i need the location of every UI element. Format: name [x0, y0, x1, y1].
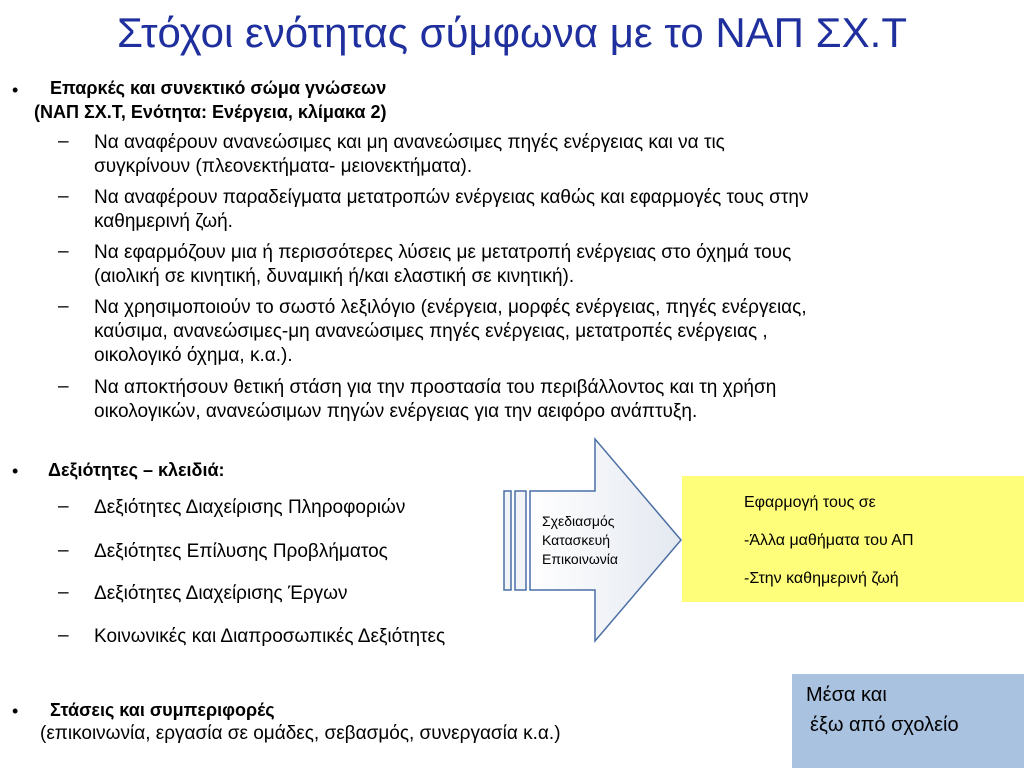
bullet-3: •	[12, 701, 19, 721]
dash-3: –	[58, 241, 69, 262]
skill-item-3: Δεξιότητες Διαχείρισης Έργων	[94, 583, 348, 604]
list-item-3-line1: Να εφαρμόζουν μια ή περισσότερες λύσεις με μετατροπή ενέργειας στο όχημά τους	[94, 242, 792, 263]
skill-item-2: Δεξιότητες Επίλυσης Προβλήματος	[94, 541, 388, 562]
list-item-4-line3: οικολογικό όχημα, κ.α.).	[94, 345, 293, 366]
dash-skill-2: –	[58, 540, 69, 561]
dash-4: –	[58, 296, 69, 317]
location-box	[792, 674, 1024, 768]
list-item-5-line1: Να αποκτήσουν θετική στάση για την προστασία του περιβάλλοντος και τη χρήση	[94, 377, 777, 398]
dash-5: –	[58, 376, 69, 397]
application-box-line3: -Στην καθημερινή ζωή	[744, 570, 899, 587]
list-item-4-line1: Να χρησιμοποιούν το σωστό λεξιλόγιο (ενέργεια, μορφές ενέργειας, πηγές ενέργειας,	[94, 297, 807, 318]
list-item-1-line2: συγκρίνουν (πλεονεκτήματα- μειονεκτήματα).	[94, 156, 473, 177]
dash-1: –	[58, 131, 69, 152]
arrow-label-design: Σχεδιασμός	[542, 513, 615, 529]
application-box-line1: Εφαρμογή τους σε	[744, 494, 876, 511]
arrow-stripe-1	[504, 491, 511, 590]
dash-skill-4: –	[58, 625, 69, 646]
dash-skill-3: –	[58, 582, 69, 603]
section2-heading: Δεξιότητες – κλειδιά:	[48, 460, 225, 480]
section1-subheading: (ΝΑΠ ΣΧ.Τ, Ενότητα: Ενέργεια, κλίμακα 2)	[34, 102, 387, 122]
bullet-1: •	[12, 80, 19, 100]
location-box-line1: Μέσα και	[806, 684, 887, 706]
application-box-line2: -Άλλα μαθήματα του ΑΠ	[744, 532, 914, 549]
list-item-2-line1: Να αναφέρουν παραδείγματα μετατροπών ενέργειας καθώς και εφαρμογές τους στην	[94, 187, 809, 208]
arrow-stripe-2	[515, 491, 526, 590]
skill-item-4: Κοινωνικές και Διαπροσωπικές Δεξιότητες	[94, 626, 446, 647]
section3-subheading: (επικοινωνία, εργασία σε ομάδες, σεβασμός, συνεργασία κ.α.)	[40, 723, 561, 744]
page-title: Στόχοι ενότητας σύμφωνα με το ΝΑΠ ΣΧ.Τ	[116, 9, 907, 56]
section1-heading: Επαρκές και συνεκτικό σώμα γνώσεων	[50, 78, 387, 98]
list-item-2-line2: καθημερινή ζωή.	[94, 211, 233, 232]
list-item-3-line2: (αιολική σε κινητική, δυναμική ή/και ελαστική σε κινητική).	[94, 266, 575, 287]
list-item-4-line2: καύσιμα, ανανεώσιμες-μη ανανεώσιμες πηγές ενέργειας, μετατροπές ενέργειας ,	[94, 321, 768, 342]
location-box-line2: έξω από σχολείο	[810, 714, 959, 736]
skill-item-1: Δεξιότητες Διαχείρισης Πληροφοριών	[94, 497, 406, 518]
arrow-label-construction: Κατασκευή	[542, 532, 611, 548]
bullet-2: •	[12, 461, 19, 481]
section3-heading: Στάσεις και συμπεριφορές	[50, 700, 275, 720]
list-item-5-line2: οικολογικών, ανανεώσιμων πηγών ενέργειας για την αειφόρο ανάπτυξη.	[94, 401, 698, 422]
dash-skill-1: –	[58, 496, 69, 517]
dash-2: –	[58, 186, 69, 207]
arrow-label-communication: Επικοινωνία	[542, 551, 618, 567]
list-item-1-line1: Να αναφέρουν ανανεώσιμες και μη ανανεώσιμες πηγές ενέργειας και να τις	[94, 132, 725, 153]
application-box	[682, 476, 1024, 602]
